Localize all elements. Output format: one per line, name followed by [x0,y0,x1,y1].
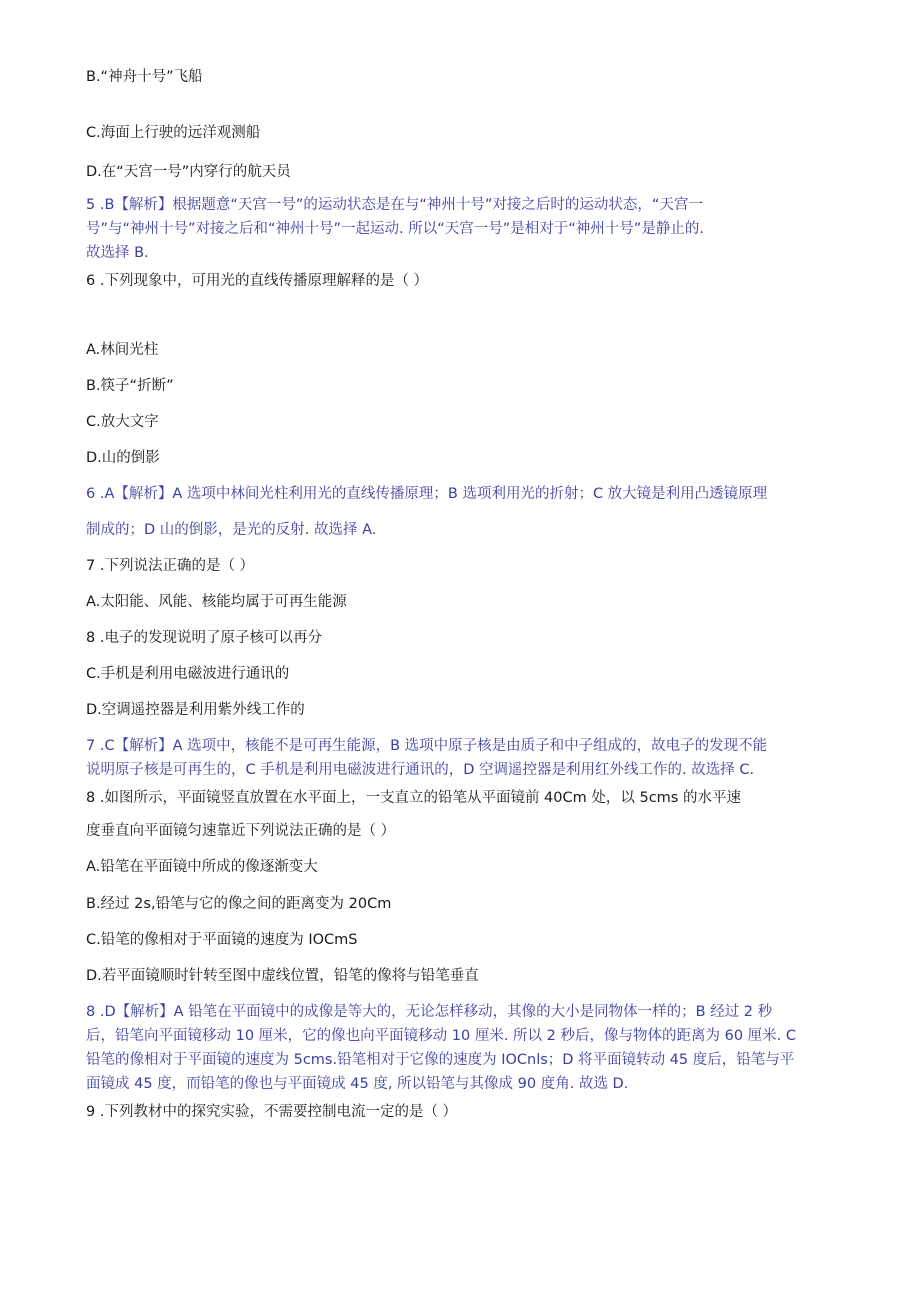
q5-answer-line-3: 故选择 B. [86,245,149,261]
q7-option-c: C.手机是利用电磁波进行通讯的 [86,666,290,682]
q9-question-stem: 9 .下列教材中的探究实验，不需要控制电流一定的是（ ） [86,1104,458,1120]
q7-option-d: D.空调遥控器是利用紫外线工作的 [86,702,305,718]
q5-answer-line-2: 号”与“神州十号”对接之后和“神州十号”一起运动. 所以“天宫一号”是相对于“神州十号”是静止的. [86,221,704,237]
q6-option-b: B.筷子“折断” [86,378,174,394]
q7-answer-line-2: 说明原子核是可再生的，C 手机是利用电磁波进行通讯的，D 空调遥控器是利用红外线工作的. 故选择 C. [86,762,755,778]
q7-option-a: A.太阳能、风能、核能均属于可再生能源 [86,594,347,610]
q5-option-d: D.在“天宫一号”内穿行的航天员 [86,164,291,180]
q8-option-d: D.若平面镜顺时针转至图中虚线位置，铅笔的像将与铅笔垂直 [86,968,479,984]
q7-question-stem: 7 .下列说法正确的是（ ） [86,558,255,574]
q8-answer-line-4: 面镜成 45 度，而铅笔的像也与平面镜成 45 度, 所以铅笔与其像成 90 度角. 故选 D. [86,1076,629,1092]
q6-option-a: A.林间光柱 [86,342,159,358]
q6-option-d: D.山的倒影 [86,450,160,466]
q8-question-stem-line-1: 8 .如图所示，平面镜竖直放置在水平面上，一支直立的铅笔从平面镜前 40Cm 处，以 5cms 的水平速 [86,790,741,806]
q6-answer-line-2: 制成的；D 山的倒影，是光的反射. 故选择 A. [86,522,377,538]
q8-option-b: B.经过 2s,铅笔与它的像之间的距离变为 20Cm [86,896,392,912]
q8-answer-line-2: 后，铅笔向平面镜移动 10 厘米，它的像也向平面镜移动 10 厘米. 所以 2 秒后，像与物体的距离为 60 厘米. C [86,1028,797,1044]
q8-question-stem-line-2: 度垂直向平面镜匀速靠近下列说法正确的是（ ） [86,823,396,839]
q8-option-a: A.铅笔在平面镜中所成的像逐渐变大 [86,859,318,875]
q6-answer-line-1: 6 .A【解析】A 选项中林间光柱利用光的直线传播原理；B 选项利用光的折射；C 放大镜是利用凸透镜原理 [86,486,768,502]
q7-answer-line-1: 7 .C【解析】A 选项中，核能不是可再生能源，B 选项中原子核是由质子和中子组成的，故电子的发现不能 [86,738,768,754]
q5-answer-line-1: 5 .B【解析】根据题意“天宫一号”的运动状态是在与“神州十号”对接之后时的运动状态，“天宫一 [86,197,703,213]
q5-option-b: B.“神舟十号”飞船 [86,69,203,85]
q8-answer-line-1: 8 .D【解析】A 铅笔在平面镜中的成像是等大的，无论怎样移动，其像的大小是同物体一样的；B 经过 2 秒 [86,1004,773,1020]
q6-option-c: C.放大文字 [86,414,159,430]
q7-option-b: 8 .电子的发现说明了原子核可以再分 [86,630,322,646]
q8-answer-line-3: 铅笔的像相对于平面镜的速度为 5cms.铅笔相对于它像的速度为 IOCnls；D 将平面镜转动 45 度后，铅笔与平 [86,1052,795,1068]
q5-option-c: C.海面上行驶的远洋观测船 [86,125,261,141]
q8-option-c: C.铅笔的像相对于平面镜的速度为 IOCmS [86,932,358,948]
q6-question-stem: 6 .下列现象中，可用光的直线传播原理解释的是（ ） [86,273,429,289]
